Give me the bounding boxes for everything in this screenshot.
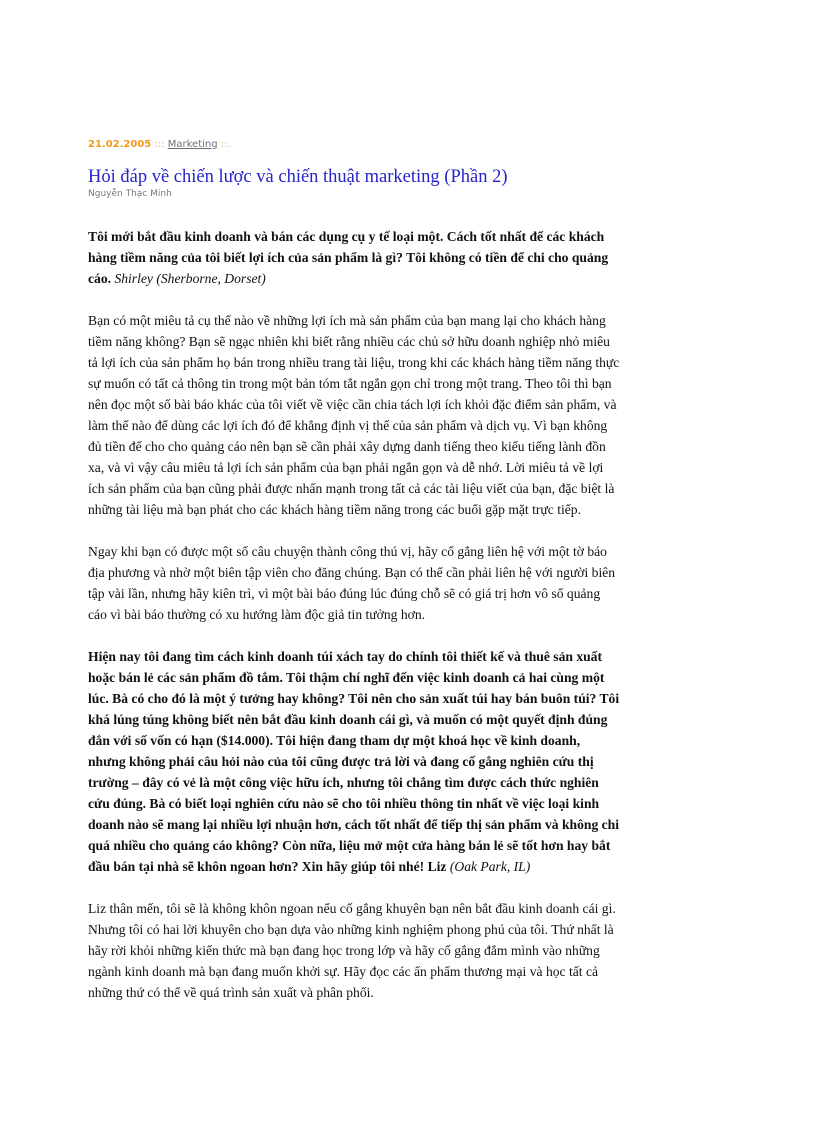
article-author: Nguyễn Thạc Minh [88,189,172,199]
question-1 [88,226,620,289]
meta-separator-end: ::. [217,139,231,150]
article-page [88,138,620,1003]
answer-1-paragraph-2: Ngay khi bạn có được một số câu chuyện thành công thú vị, hãy cố gắng liên hệ với một tờ báo địa phương và nhờ một biên tập viên cho đăng chúng. Bạn có thể cần phải liên hệ với người biên tập vài lần, nhưng hãy kiên trì, vì một bài báo đúng lúc đúng chỗ sẽ có giá trị hơn vô số quảng cáo vì bài báo thường có xu hướng làm độc giả tin tưởng hơn. [88,544,616,622]
question-1-signature: Shirley (Sherborne, Dorset) [114,271,266,286]
answer-1-paragraph-1: Bạn có một miêu tả cụ thể nào về những lợi ích mà sản phẩm của bạn mang lại cho khách hàng tiềm năng không? Bạn sẽ ngạc nhiên khi biết rằng nhiều các chủ sở hữu doanh nghiệp nhỏ miêu tả lợi ích của sản phẩm họ bán trong nhiều trang tài liệu, trong khi các khách hàng tiềm năng thực sự muốn có tất cả thông tin trong một bản tóm tắt ngắn gọn chỉ trong một trang. Theo tôi thì bạn nên đọc một số bài báo khác của tôi viết về việc cần chia tách lợi ích khỏi đặc điểm sản phẩm, và làm thế nào để dùng các lợi ích đó để khẳng định vị thế của sản phẩm và dịch vụ. Vì bạn không đủ tiền để cho cho quảng cáo nên bạn sẽ cần phải xây dựng danh tiếng theo kiểu tiếng lành đồn xa, và vì vậy câu miêu tả lợi ích sản phẩm của bạn phải ngắn gọn và dễ nhớ. Lời miêu tả về lợi ích sản phẩm của bạn cũng phải được nhấn mạnh trong tất cả các tài liệu viết của bạn, đặc biệt là những tài liệu mà bạn phát cho các khách hàng tiềm năng trong các buổi gặp mặt trực tiếp. [88,313,620,517]
article-title: Hỏi đáp về chiến lược và chiến thuật marketing (Phần 2) [88,167,508,187]
article-meta [88,138,620,152]
question-2 [88,646,620,877]
meta-separator: ::: [151,139,168,150]
publish-date: 21.02.2005 [88,139,152,150]
category-link[interactable]: Marketing [167,139,218,150]
question-1-text: Tôi mới bắt đầu kinh doanh và bán các dụng cụ y tế loại một. Cách tốt nhất để các khách hàng tiềm năng của tôi biết lợi ích của sản phẩm là gì? Tôi không có tiền để chi cho quảng cáo. [88,229,609,286]
answer-2-paragraph-1: Liz thân mến, tôi sẽ là không khôn ngoan nếu cố gắng khuyên bạn nên bắt đầu kinh doanh cái gì. Nhưng tôi có hai lời khuyên cho bạn dựa vào những kinh nghiệm phong phú của tôi. Thứ nhất là hãy rời khỏi những kiến thức mà bạn đang học trong lớp và hãy cố gắng đắm mình vào những ngành kinh doanh mà bạn đang muốn khởi sự. Hãy đọc các ấn phẩm thương mại và học tất cả những thứ có thể về quá trình sản xuất và phân phối. [88,901,616,1000]
question-2-signature: (Oak Park, IL) [449,859,531,874]
question-2-text: Hiện nay tôi đang tìm cách kinh doanh túi xách tay do chính tôi thiết kế và thuê sản xuất hoặc bán lẻ các sản phẩm đồ tắm. Tôi thậm chí nghĩ đến việc kinh doanh cả hai cùng một lúc. Bà có cho đó là một ý tưởng hay không? Tôi nên cho sản xuất túi hay bán buôn túi? Tôi khá lúng túng không biết nên bắt đầu kinh doanh cái gì, và muốn có một quyết định đúng đắn với số vốn có hạn ($14.000). Tôi hiện đang tham dự một khoá học về kinh doanh, nhưng không phải câu hỏi nào của tôi cũng được trả lời và đang cố gắng nghiên cứu thị trường – đây có vẻ là một công việc hữu ích, nhưng tôi chẳng tìm được cách thức nghiên cứu đúng. Bà có biết loại nghiên cứu nào sẽ cho tôi nhiều thông tin nhất về việc loại kinh doanh nào sẽ mang lại nhiều lợi nhuận hơn, cách tốt nhất để tiếp thị sản phẩm và không chi quá nhiều cho quảng cáo không? Còn nữa, liệu mở một cửa hàng bán lẻ sẽ tốt hơn hay bắt đầu bán tại nhà sẽ khôn ngoan hơn? Xin hãy giúp tôi nhé! Liz [88,649,620,874]
